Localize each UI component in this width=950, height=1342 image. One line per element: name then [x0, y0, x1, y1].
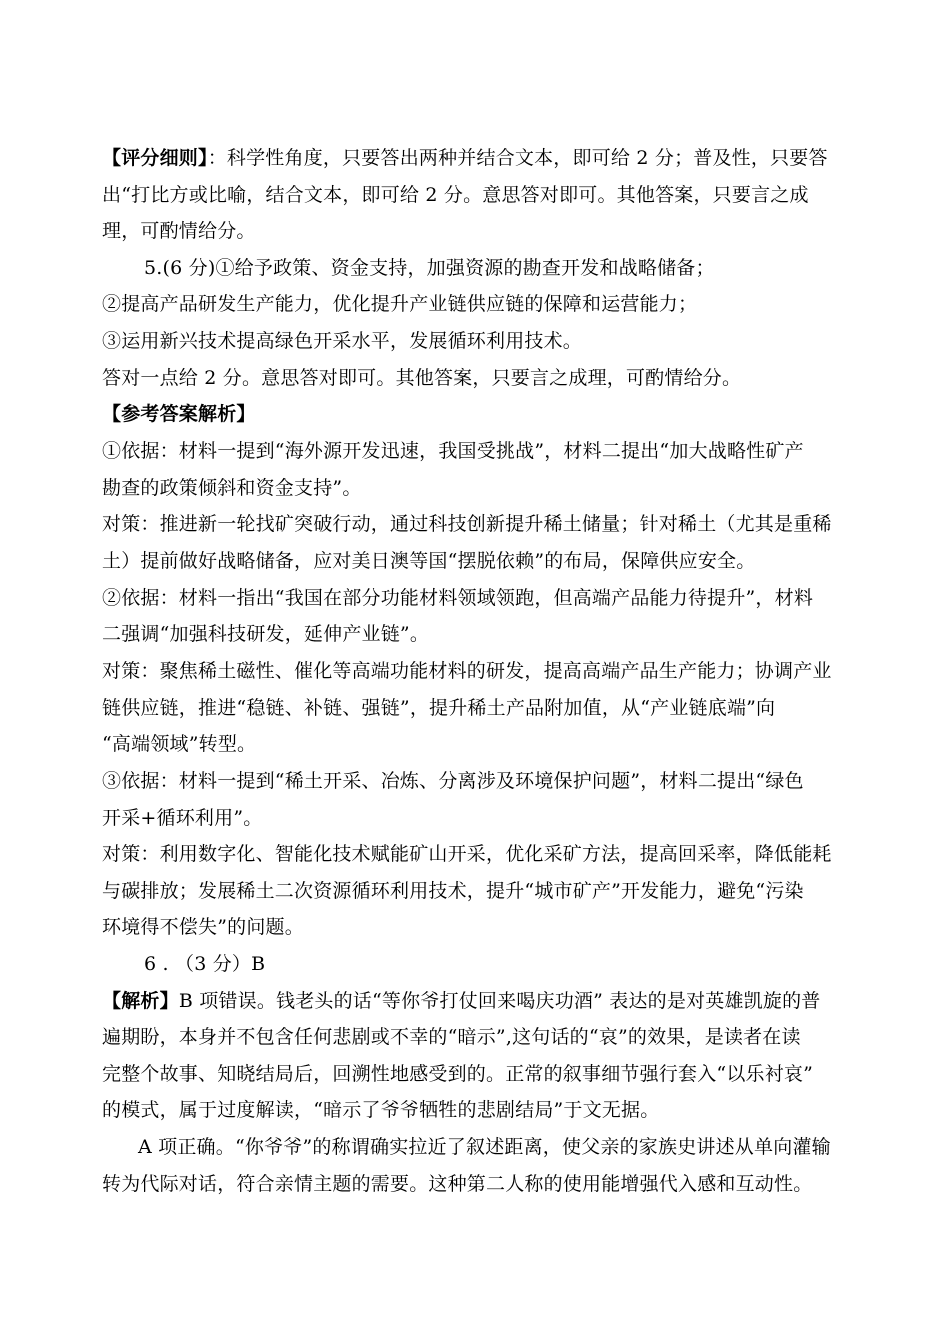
- reference-line-6: 二强调“加强科技研发，延伸产业链”。: [102, 623, 430, 645]
- reference-line-2: 勘查的政策倾斜和资金支持”。: [102, 477, 362, 499]
- q6-analysis-line-3: 完整个故事、知晓结局后，回溯性地感受到的。正常的叙事细节强行套入“以乐衬哀”: [102, 1063, 814, 1085]
- reference-line-7: 对策：聚焦稀土磁性、催化等高端功能材料的研发，提高高端产品生产能力；协调产业: [102, 660, 832, 682]
- q6-answer-line: 6 . （3 分）B: [144, 953, 266, 975]
- scoring-detail-heading: 【评分细则】: [102, 147, 208, 169]
- q5-answer-line-1: 5.(6 分)①给予政策、资金支持，加强资源的勘查开发和战略储备；: [144, 257, 715, 279]
- reference-line-4: 土）提前做好战略储备，应对美日澳等国“摆脱依赖”的布局，保障供应安全。: [102, 550, 756, 572]
- q6-analysis-line-4: 的模式，属于过度解读，“暗示了爷爷牺牲的悲剧结局”于文无据。: [102, 1099, 660, 1121]
- scoring-detail-line-2: 出“打比方或比喻，结合文本，即可给 2 分。意思答对即可。其他答案，只要言之成: [102, 184, 809, 206]
- reference-line-1: ①依据：材料一提到“海外源开发迅速，我国受挑战”，材料二提出“加大战略性矿产: [102, 440, 804, 462]
- q5-answer-line-3: ③运用新兴技术提高绿色开采水平，发展循环利用技术。: [102, 330, 583, 352]
- q6-analysis-line-5: A 项正确。“你爷爷”的称谓确实拉近了叙述距离，使父亲的家族史讲述从单向灌输: [138, 1136, 831, 1158]
- reference-line-5: ②依据：材料一指出“我国在部分功能材料领域领跑，但高端产品能力待提升”，材料: [102, 587, 814, 609]
- scoring-detail-line-1: [102, 146, 862, 170]
- q6-analysis-heading: 【解析】: [102, 990, 179, 1012]
- q6-analysis-line-2: 遍期盼，本身并不包含任何悲剧或不幸的“暗示”,这句话的“哀”的效果，是读者在读: [102, 1026, 801, 1048]
- reference-line-13: 与碳排放；发展稀土二次资源循环利用技术，提升“城市矿产”开发能力，避免“污染: [102, 880, 804, 902]
- reference-line-12: 对策：利用数字化、智能化技术赋能矿山开采，优化采矿方法，提高回采率，降低能耗: [102, 843, 832, 865]
- reference-heading: 【参考答案解析】: [102, 403, 256, 425]
- q6-analysis-line-1: [102, 989, 862, 1013]
- reference-line-8: 链供应链，推进“稳链、补链、强链”，提升稀土产品附加值，从“产业链底端”向: [102, 697, 776, 719]
- reference-line-9: “高端领域”转型。: [102, 733, 257, 755]
- scoring-detail-line-3: 理，可酌情给分。: [102, 220, 256, 242]
- reference-line-11: 开采+循环利用”。: [102, 807, 263, 829]
- reference-line-3: 对策：推进新一轮找矿突破行动，通过科技创新提升稀土储量；针对稀土（尤其是重稀: [102, 513, 832, 535]
- q6-analysis-text-1: B 项错误。钱老头的话“等你爷打仗回来喝庆功酒” 表达的是对英雄凯旋的普: [178, 990, 821, 1012]
- reference-line-14: 环境得不偿失”的问题。: [102, 916, 304, 938]
- q5-answer-line-2: ②提高产品研发生产能力，优化提升产业链供应链的保障和运营能力；: [102, 293, 698, 315]
- reference-line-10: ③依据：材料一提到“稀土开采、冶炼、分离涉及环境保护问题”，材料二提出“绿色: [102, 770, 804, 792]
- q6-analysis-line-6: 转为代际对话，符合亲情主题的需要。这种第二人称的使用能增强代入感和互动性。: [102, 1173, 813, 1195]
- q5-answer-line-4: 答对一点给 2 分。意思答对即可。其他答案，只要言之成理，可酌情给分。: [102, 367, 742, 389]
- scoring-detail-text-1: ：科学性角度，只要答出两种并结合文本，即可给 2 分；普及性，只要答: [207, 147, 828, 169]
